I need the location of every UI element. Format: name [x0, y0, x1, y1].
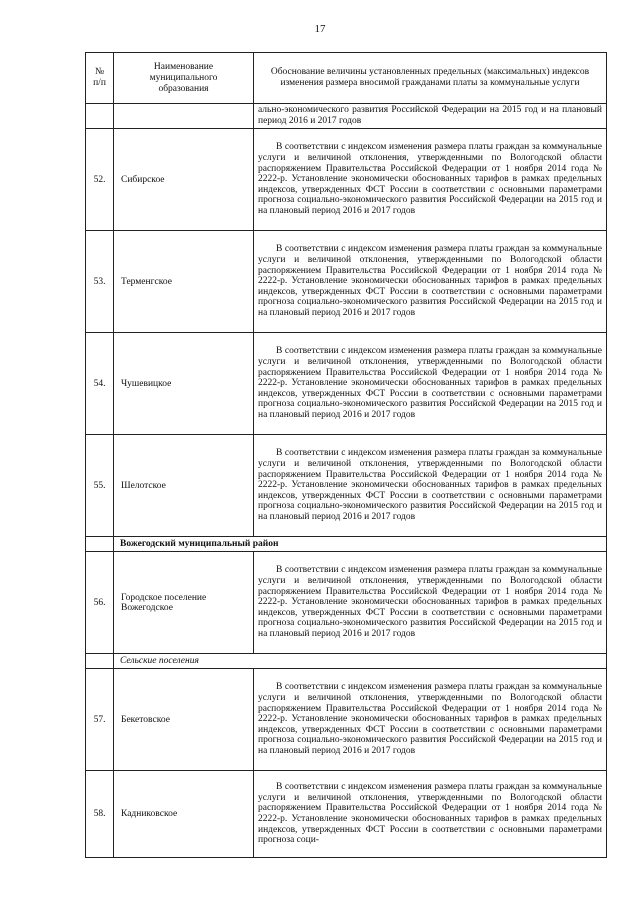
municipality-name: Кадниковское [114, 771, 254, 858]
table-row [86, 333, 607, 435]
table-row [86, 771, 607, 858]
header-justification: Обоснование величины установленных предельных (максимальных) индексов изменения размера вносимой гражданами платы за коммунальные услуги [254, 53, 607, 104]
justification-text: В соответствии с индексом изменения размера платы граждан за коммунальные услуги и величиной отклонения, утвержденными по Вологодской области распоряжением Правительства Российской Федерации от 1 ноября 2014 года № 2222-р. Установление экономически обоснованных тарифов в рамках предельных индексов, утвержденных ФСТ России в соответствии с основными параметрами прогноза социально-экономического развития Российской Федерации на 2015 год и на плановый период 2016 и 2017 годов [254, 552, 607, 654]
row-number: 57. [86, 669, 114, 771]
justification-text: В соответствии с индексом изменения размера платы граждан за коммунальные услуги и величиной отклонения, утвержденными по Вологодской области распоряжением Правительства Российской Федерации от 1 ноября 2014 года № 2222-р. Установление экономически обоснованных тарифов в рамках предельных индексов, утвержденных ФСТ России в соответствии с основными параметрами прогноза социально-экономического развития Российской Федерации на 2015 год и на плановый период 2016 и 2017 годов [254, 435, 607, 537]
municipality-name: Бекетовское [114, 669, 254, 771]
table-row [86, 669, 607, 771]
row-number: 55. [86, 435, 114, 537]
table-row-continuation [86, 104, 607, 129]
row-number: 53. [86, 231, 114, 333]
page-number: 17 [314, 23, 326, 35]
table-row [86, 435, 607, 537]
row-number: 52. [86, 129, 114, 231]
justification-text: В соответствии с индексом изменения размера платы граждан за коммунальные услуги и величиной отклонения, утвержденными по Вологодской области распоряжением Правительства Российской Федерации от 1 ноября 2014 года № 2222-р. Установление экономически обоснованных тарифов в рамках предельных индексов, утвержденных ФСТ России в соответствии с основными параметрами прогноза социально-экономического развития Российской Федерации на 2015 год и на плановый период 2016 и 2017 годов [254, 129, 607, 231]
justification-continuation: ально-экономического развития Российской Федерации на 2015 год и на плановый период 2016 и 2017 годов [254, 104, 607, 129]
municipality-name: Шелотское [114, 435, 254, 537]
justification-text: В соответствии с индексом изменения размера платы граждан за коммунальные услуги и величиной отклонения, утвержденными по Вологодской области распоряжением Правительства Российской Федерации от 1 ноября 2014 года № 2222-р. Установление экономически обоснованных тарифов в рамках предельных индексов, утвержденных ФСТ России в соответствии с основными параметрами прогноза социально-экономического развития Российской Федерации на 2015 год и на плановый период 2016 и 2017 годов [254, 231, 607, 333]
table-row [86, 129, 607, 231]
justification-text-truncated: В соответствии с индексом изменения размера платы граждан за коммунальные услуги и величиной отклонения, утвержденными по Вологодской области распоряжением Правительства Российской Федерации от 1 ноября 2014 года № 2222-р. Установление экономически обоснованных тарифов в рамках предельных индексов, утвержденных ФСТ России в соответствии с основными параметрами прогноза соци- [254, 771, 607, 858]
municipality-name: Городское поселение Вожегодское [114, 552, 254, 654]
header-num: № п/п [86, 53, 114, 104]
subheading-row [86, 654, 607, 669]
tariff-justification-table [85, 52, 607, 858]
district-heading: Вожегодский муниципальный район [114, 537, 607, 552]
header-name: Наименование муниципального образования [114, 53, 254, 104]
rural-settlements-subheading: Сельские поселения [114, 654, 607, 669]
justification-text: В соответствии с индексом изменения размера платы граждан за коммунальные услуги и величиной отклонения, утвержденными по Вологодской области распоряжением Правительства Российской Федерации от 1 ноября 2014 года № 2222-р. Установление экономически обоснованных тарифов в рамках предельных индексов, утвержденных ФСТ России в соответствии с основными параметрами прогноза социально-экономического развития Российской Федерации на 2015 год и на плановый период 2016 и 2017 годов [254, 669, 607, 771]
table-row [86, 552, 607, 654]
row-number: 54. [86, 333, 114, 435]
row-number: 58. [86, 771, 114, 858]
table-row [86, 231, 607, 333]
justification-text: В соответствии с индексом изменения размера платы граждан за коммунальные услуги и величиной отклонения, утвержденными по Вологодской области распоряжением Правительства Российской Федерации от 1 ноября 2014 года № 2222-р. Установление экономически обоснованных тарифов в рамках предельных индексов, утвержденных ФСТ России в соответствии с основными параметрами прогноза социально-экономического развития Российской Федерации на 2015 год и на плановый период 2016 и 2017 годов [254, 333, 607, 435]
table-header-row [86, 53, 607, 104]
municipality-name: Чушевицкое [114, 333, 254, 435]
district-heading-row [86, 537, 607, 552]
municipality-name: Сибирское [114, 129, 254, 231]
municipality-name: Терменгское [114, 231, 254, 333]
row-number: 56. [86, 552, 114, 654]
